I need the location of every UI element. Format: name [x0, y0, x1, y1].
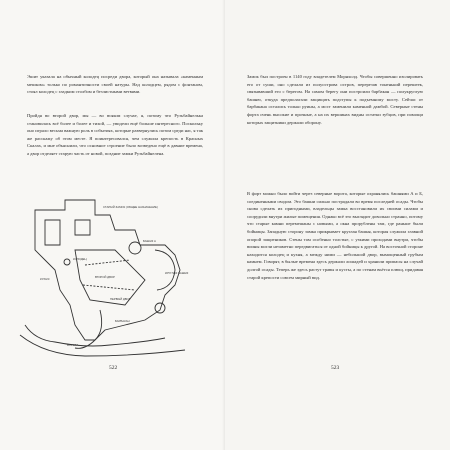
right-paragraph-1: Замок был построен в 1140 году владетелем Морнхолд. Чтобы совершенно изолировать его от суши, оно сделали из полуострова остров, перерезав тоненький перешеек, связывавший его с берегом. На самом берегу они построили барбакан — полукруглую башню, откуда предполагали защищать подступы к подъемному мосту. Сейчас от барбакана остались только руины, а мост заменили каменной дамбой. Северные стены форта очень высокие и прочные, а на их вершинах видны остатки зубцов, при помощи которых защитники держали оборону. — [247, 74, 423, 125]
plan-label-round-tower: КРУГЛАЯ БАШНЯ — [165, 271, 189, 275]
left-paragraph-2: Пройдя во второй двор, мы — во всяком случае, я, потому что Рузьбайнелька становилась всё более и более и тихой, — увидели ещё больше интересного. Поскольку оно играло весьма важную роль в событиях, которые развернулись потом среди нас, я так же расскажу об этом месте. Я поинтересовался, чем служила крепость в Красных Скалах, и мне объяснили, что основное строение было возведено ещё в давние времена, а двор отделяет старую часть от новой, поздние замки Рузьбайнелена. — [27, 113, 203, 156]
plan-label-first-yard: ПЕРВЫЙ ДВОР — [110, 297, 131, 301]
right-paragraph-2: В форт можно было войти через северные ворота, которые охранялись башнями А и Б, соединенными сводом. Это башни сильно пострадали во время последней осады. Чтобы снова сделать их пригодными, владельцы замка восстановили их своими силами и соорудили внутри жилые помещения. Однако всё это выглядит довольно странно, потому что старые камни перемешаны с новыми, а окна прорублены там, где раньше были бойницы. Западную сторону замка прикрывает круглая башня, которая служила главной опорой защитников. Стены там особенно толстые, с узкими проходами внутри, чтобы воины могли незаметно передвигаться от одной бойницы к другой. На восточной стороне находится колодец и кухня, а между ними — небольшой двор, вымощенный грубым камнем. Говорят, в былые времена здесь держали лошадей и хранили припасы на случай долгой осады. Теперь же здесь растут травы и кусты, а по стенам вьётся плющ, придавая старой крепости совсем мирный вид. — [247, 191, 424, 280]
plan-label-gate: ВОРОТА — [67, 343, 79, 347]
plan-label-tower-a: БАШНЯ А — [143, 239, 156, 243]
left-paragraph-1: Эшит указала на обычный колодец посреди двора, который она называла «каменным мешком» только по романтичности своей натуры. Над колодцем, рядом с фонтаном, стоял колодец с гладким столбом и безлистными ветвями. — [27, 74, 203, 95]
plan-label-barbican: БАРБАКАН — [115, 319, 130, 323]
page-number-right: 523 — [331, 365, 340, 371]
plan-label-second-yard: ВТОРОЙ ДВОР — [95, 275, 115, 279]
castle-plan-diagram — [15, 190, 215, 360]
right-page — [225, 0, 450, 450]
plan-label-well: КОЛОДЕЦ — [73, 257, 87, 261]
page-number-left: 522 — [109, 365, 118, 371]
plan-label-old-castle: СТАРЫЙ ЗАМОК (ОБЩЕЕ НАЗНАЧЕНИЕ) — [103, 205, 158, 209]
plan-label-kitchen: КУХНЯ — [40, 277, 50, 281]
